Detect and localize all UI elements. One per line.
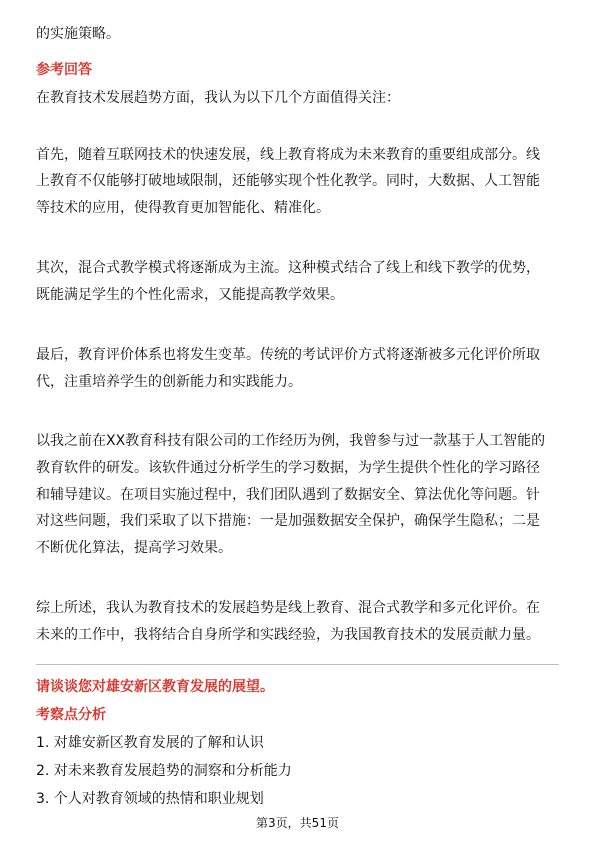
paragraph-line: 等技术的应用，使得教育更加智能化、精准化。 — [36, 200, 330, 216]
analysis-item: 3. 个人对教育领域的热情和职业规划 — [36, 791, 264, 807]
paragraph-line: 最后，教育评价体系也将发生变革。传统的考试评价方式将逐渐被多元化评价所取 — [36, 347, 540, 363]
paragraph-line: 和辅导建议。在项目实施过程中，我们团队遇到了数据安全、算法优化等问题。针 — [36, 487, 540, 503]
paragraph-line: 未来的工作中，我将结合自身所学和实践经验，为我国教育技术的发展贡献力量。 — [36, 627, 540, 643]
paragraph-line: 综上所述，我认为教育技术的发展趋势是线上教育、混合式教学和多元化评价。在 — [36, 600, 540, 616]
paragraph-line: 对这些问题，我们采取了以下措施：一是加强数据安全保护，确保学生隐私；二是 — [36, 513, 540, 529]
analysis-heading: 考察点分析 — [36, 707, 106, 723]
paragraph-line: 首先，随着互联网技术的快速发展，线上教育将成为未来教育的重要组成部分。线 — [36, 147, 540, 163]
paragraph-line: 以我之前在XX教育科技有限公司的工作经历为例，我曾参与过一款基于人工智能的 — [36, 433, 546, 449]
analysis-item: 1. 对雄安新区教育发展的了解和认识 — [36, 735, 264, 751]
paragraph-line: 上教育不仅能够打破地域限制，还能够实现个性化教学。同时，大数据、人工智能 — [36, 173, 540, 189]
paragraph-line: 代，注重培养学生的创新能力和实践能力。 — [36, 374, 302, 390]
paragraph-line: 不断优化算法，提高学习效果。 — [36, 540, 232, 556]
paragraph-line: 既能满足学生的个性化需求，又能提高教学效果。 — [36, 287, 344, 303]
answer-heading: 参考回答 — [36, 62, 92, 78]
paragraph-line: 教育软件的研发。该软件通过分析学生的学习数据，为学生提供个性化的学习路径 — [36, 460, 540, 476]
page-number: 第3页，共51页 — [256, 816, 339, 830]
intro-text: 在教育技术发展趋势方面，我认为以下几个方面值得关注： — [36, 90, 400, 106]
paragraph-line: 其次，混合式教学模式将逐渐成为主流。这种模式结合了线上和线下教学的优势， — [36, 260, 540, 276]
analysis-item: 2. 对未来教育发展趋势的洞察和分析能力 — [36, 763, 292, 779]
section-divider — [36, 664, 559, 665]
question-heading: 请谈谈您对雄安新区教育发展的展望。 — [36, 679, 274, 695]
continuation-text: 的实施策略。 — [36, 26, 120, 42]
